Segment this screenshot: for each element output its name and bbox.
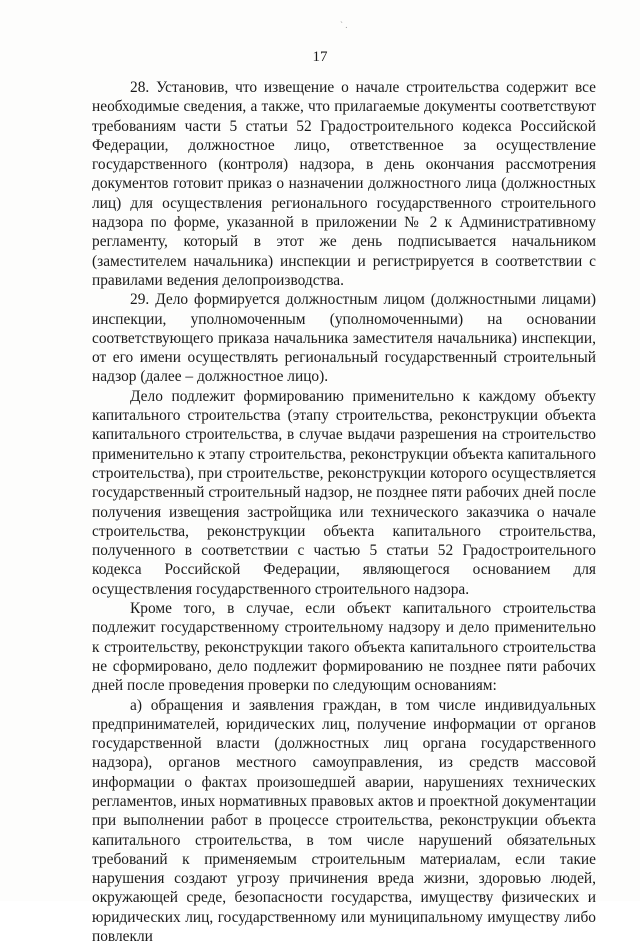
scan-artifact: ` . bbox=[340, 20, 348, 30]
paragraph-item-a: а) обращения и заявления граждан, в том числе индивидуальных предпринимателей, юридических лиц, получение информации от органов государственной власти (должностных лиц органа государственного надзора), органов местного самоуправления, из средств массовой информации о фактах произошедшей аварии, нарушениях технических регламентов, иных нормативных правовых актов и проектной документации при выполнении работ в процессе строительства, реконструкции объекта капитального строительства, в том числе нарушений обязательных требований к применяемым строительным материалам, если такие нарушения создают угрозу причинения вреда жизни, здоровью людей, окружающей среде, безопасности государства, имуществу физических и юридических лиц, государственному или муниципальному имуществу либо повлекли bbox=[92, 696, 596, 946]
paragraph-additional-grounds: Кроме того, в случае, если объект капитального строительства подлежит государственному строительному надзору и дело применительно к строительству, реконструкции такого объекта капитального строительства не сформировано, дело подлежит формированию не позднее пяти рабочих дней после проведения проверки по следующим основаниям: bbox=[92, 599, 596, 695]
document-body bbox=[92, 78, 596, 946]
paragraph-case-formation: Дело подлежит формированию применительно к каждому объекту капитального строительства (этапу строительства, реконструкции объекта капитального строительства, в случае выдачи разрешения на строительство применительно к этапу строительства, реконструкции объекта капитального строительства), при строительстве, реконструкции которого осуществляется государственный строительный надзор, не позднее пяти рабочих дней после получения извещения застройщика или технического заказчика о начале строительства, реконструкции объекта капитального строительства, полученного в соответствии с частью 5 статьи 52 Градостроительного кодекса Российской Федерации, являющегося основанием для осуществления государственного строительного надзора. bbox=[92, 387, 596, 599]
paragraph-28: 28. Установив, что извещение о начале строительства содержит все необходимые сведения, а также, что прилагаемые документы соответствуют требованиям части 5 статьи 52 Градостроительного кодекса Российской Федерации, должностное лицо, ответственное за осуществление государственного (контроля) надзора, в день окончания рассмотрения документов готовит приказ о назначении должностного лица (должностных лиц) для осуществления регионального государственного строительного надзора по форме, указанной в приложении № 2 к Административному регламенту, который в этот же день подписывается начальником (заместителем начальника) инспекции и регистрируется в соответствии с правилами ведения делопроизводства. bbox=[92, 78, 596, 290]
page-number: 17 bbox=[0, 48, 640, 66]
paragraph-29: 29. Дело формируется должностным лицом (должностными лицами) инспекции, уполномоченным (уполномоченными) на основании соответствующего приказа начальника заместителя начальника) инспекции, от его имени осуществлять региональный государственный строительный надзор (далее – должностное лицо). bbox=[92, 290, 596, 386]
